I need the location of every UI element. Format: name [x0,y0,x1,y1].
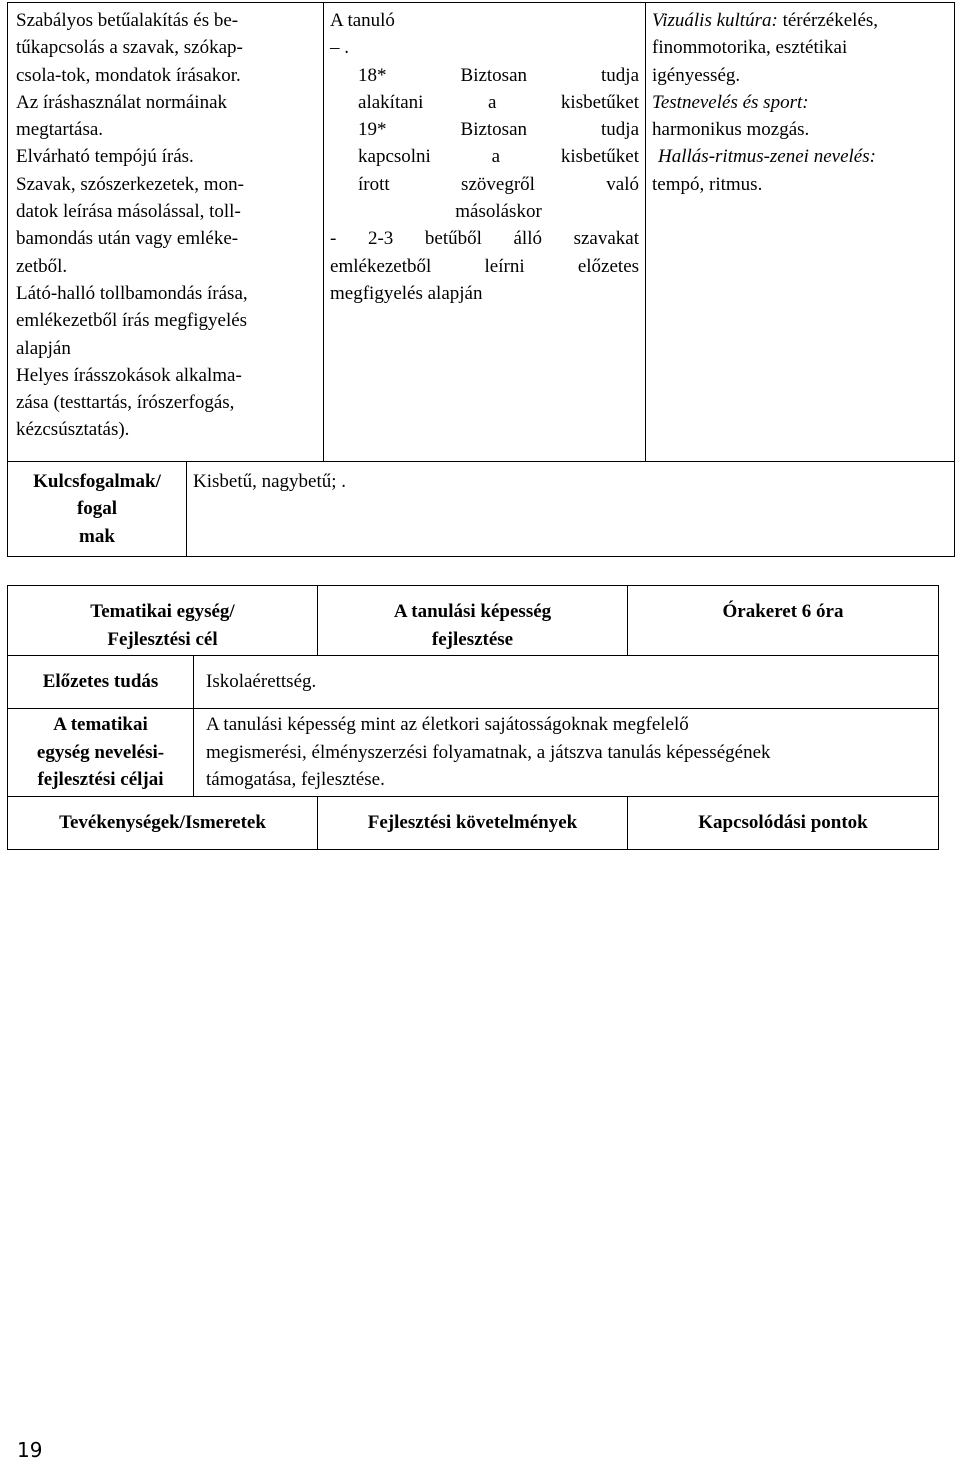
activity-line: bamondás után vagy emléke- [16,228,239,250]
goals-label [8,709,194,797]
requirement-line: másoláskor [455,201,542,223]
keywords-label [8,462,187,557]
requirements-cell [324,3,646,462]
unit-label-line: Fejlesztési cél [107,628,218,650]
activity-line: kézcsúsztatás). [16,419,130,441]
prior-knowledge-value: Iskolaérettség. [194,656,939,709]
requirement-line: - 2-3 betűből álló szavakat [330,228,640,250]
activity-line: megtartása. [16,119,104,141]
column-header-requirements: Fejlesztési követelmények [318,797,628,850]
activity-line: emlékezetből írás megfigyelés [16,310,248,332]
activity-line: Az íráshasználat normáinak [16,91,228,113]
connections-cell [646,3,955,462]
unit-label [8,586,318,656]
requirement-line: emlékezetből leírni előzetes [330,255,640,277]
keywords-value: Kisbetű, nagybetű; . [187,462,955,557]
activity-line: Elvárható tempójú írás. [16,146,194,168]
goals-label-line: fejlesztési céljai [37,769,164,791]
page-number: 19 [17,1438,43,1462]
requirement-line: alakítani a kisbetűket [358,91,640,113]
activities-cell [8,3,324,462]
requirement-line: írott szövegről való [358,173,640,195]
requirement-18 [330,62,639,117]
connection-text: finommotorika, esztétikai [652,37,848,59]
column-header-activities: Tevékenységek/Ismeretek [8,797,318,850]
requirement-line: kapcsolni a kisbetűket [358,146,640,168]
goals-value-line: A tanulási képesség mint az életkori sajátosságoknak megfelelő [206,714,689,736]
requirement-line: 18* Biztosan tudja [358,64,640,86]
requirement-19 [330,116,639,225]
keywords-label-line: fogal [76,498,118,520]
connection-text: tempó, ritmus. [652,173,763,195]
requirement-line: 19* Biztosan tudja [358,119,640,141]
activity-line: tűkapcsolás a szavak, szókap- [16,37,243,59]
requirement-line: megfigyelés alapján [330,282,483,304]
connection-text: igényesség. [652,64,741,86]
connection-label: Hallás-ritmus-zenei nevelés: [658,146,876,168]
requirement-dash: – . [330,37,350,59]
unit-title-line: fejlesztése [431,628,514,650]
activity-line: Szabályos betűalakítás és be- [16,10,239,31]
column-header-connections: Kapcsolódási pontok [628,797,939,850]
connection-label: Testnevelés és sport: [652,91,809,113]
connection-text: térérzékelés, [777,10,879,31]
unit-title [318,586,628,656]
activity-line: csola-tok, mondatok írásakor. [16,64,241,86]
goals-label-line: A tematikai [53,714,148,736]
activity-line: Látó-halló tollbamondás írása, [16,282,248,304]
requirement-intro: A tanuló [330,10,395,31]
unit-label-line: Tematikai egység/ [90,601,235,622]
keywords-label-line: mak [79,525,115,547]
goals-value [194,709,939,797]
keywords-label-line: Kulcsfogalmak/ [33,471,161,492]
goals-value-line: megismerési, élményszerzési folyamatnak, a játszva tanulás képességének [206,741,771,763]
activity-line: Szavak, szószerkezetek, mon- [16,173,244,195]
prior-knowledge-label: Előzetes tudás [8,656,194,709]
curriculum-table-top [7,2,955,557]
goals-label-line: egység nevelési- [36,741,165,763]
activity-line: datok leírása másolással, toll- [16,201,241,223]
thematic-unit-table [7,585,939,850]
goals-value-line: támogatása, fejlesztése. [206,769,385,791]
connection-text: harmonikus mozgás. [652,119,810,141]
activity-line: zetből. [16,255,68,277]
unit-title-line: A tanulási képesség [393,601,552,622]
hours-frame: Órakeret 6 óra [628,586,939,656]
connection-label: Vizuális kultúra: [652,10,778,31]
connection-visual [652,7,950,34]
activity-line: Helyes írásszokások alkalma- [16,364,242,386]
activity-line: alapján [16,337,71,359]
activity-line: zása (testtartás, írószerfogás, [16,392,235,414]
